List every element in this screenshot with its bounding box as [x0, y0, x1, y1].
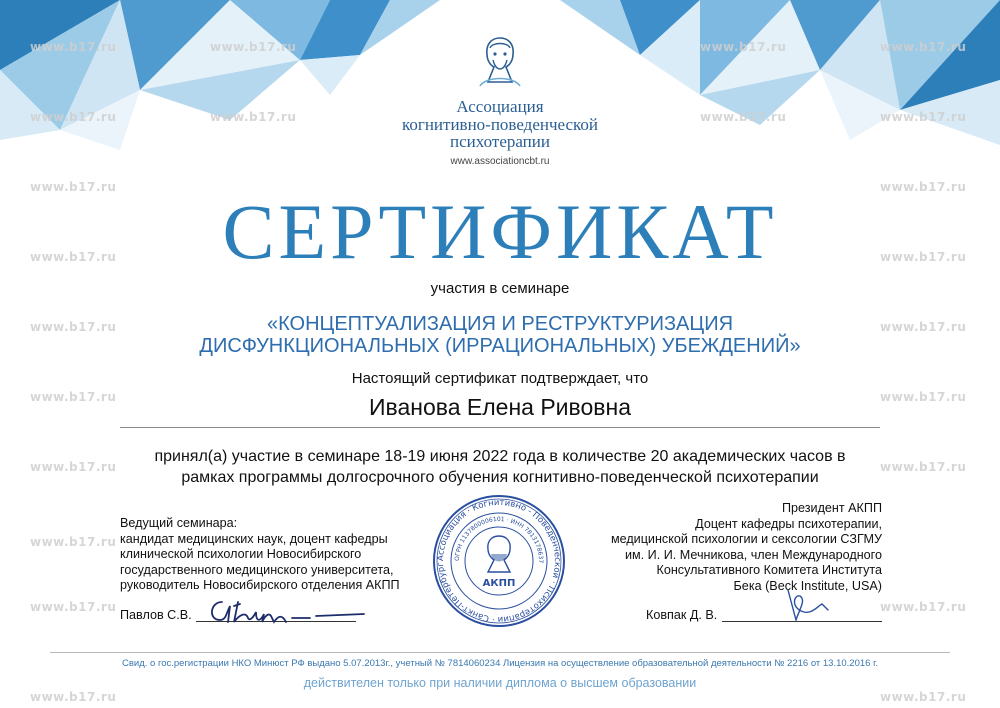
credential-line: кандидат медицинских наук, доцент кафедры — [120, 531, 388, 546]
watermark: www.b17.ru — [30, 390, 117, 404]
left-signatory-credentials — [120, 516, 420, 594]
seminar-title-line1: «КОНЦЕПТУАЛИЗАЦИЯ И РЕСТРУКТУРИЗАЦИЯ — [266, 313, 734, 335]
credential-line: государственного медицинского университета, — [120, 562, 394, 577]
recipient-name: Иванова Елена Ривовна — [368, 394, 631, 420]
participation-text-line1: принял(а) участие в семинаре 18-19 июня 2022 года в количестве 20 академических часов в — [154, 448, 846, 465]
right-signatory-name: Ковпак Д. В. — [646, 608, 718, 622]
watermark: www.b17.ru — [880, 40, 967, 54]
watermark: www.b17.ru — [30, 690, 117, 704]
association-website: www.associationcbt.ru — [450, 156, 550, 167]
watermark: www.b17.ru — [700, 40, 787, 54]
portrait-logo-icon — [470, 32, 530, 88]
recipient-underline — [120, 427, 880, 428]
registration-info: Свид. о гос.регистрации НКО Минюст РФ выдано 5.07.2013г., учетный № 7814060234 Лицензия на осуществление образовательной деятельности № 2216 от 13.10.2016 г. — [121, 658, 879, 669]
watermark: www.b17.ru — [880, 250, 967, 264]
certificate-title: СЕРТИФИКАТ — [222, 188, 778, 275]
watermark: www.b17.ru — [30, 320, 117, 334]
official-seal-stamp — [432, 494, 566, 628]
watermark: www.b17.ru — [880, 600, 967, 614]
seal-center-text: АКПП — [482, 578, 516, 589]
seal-portrait-icon — [488, 536, 510, 572]
watermark: www.b17.ru — [210, 40, 297, 54]
credential-line: Бека (Beck Institute, USA) — [733, 578, 882, 593]
watermark: www.b17.ru — [30, 180, 117, 194]
watermark: www.b17.ru — [880, 460, 967, 474]
watermark: www.b17.ru — [700, 110, 787, 124]
watermark: www.b17.ru — [30, 40, 117, 54]
watermark: www.b17.ru — [210, 110, 297, 124]
watermark: www.b17.ru — [880, 320, 967, 334]
credential-line: Доцент кафедры психотерапии, — [695, 516, 882, 531]
left-handwritten-signature — [200, 592, 370, 632]
footer-divider — [50, 652, 950, 653]
credential-line: медицинской психологии и сексологии СЗГМУ — [610, 532, 882, 546]
seal-outer-text: Ассоциация · Когнитивно - Поведенческой · Психотерапии · Санкт-Петербург — [435, 497, 563, 625]
watermark: www.b17.ru — [880, 690, 967, 704]
watermark: www.b17.ru — [880, 390, 967, 404]
seminar-title-line2: ДИСФУНКЦИОНАЛЬНЫХ (ИРРАЦИОНАЛЬНЫХ) УБЕЖДЕНИЙ» — [199, 335, 801, 357]
participation-text-line2: рамках программы долгосрочного обучения когнитивно-поведенческой психотерапии — [181, 469, 819, 486]
seal-inner-text: ОГРН 1137800006101 · ИНН 7813178637 — [453, 515, 545, 564]
association-name-line1: Ассоциация — [456, 97, 544, 116]
watermark: www.b17.ru — [30, 110, 117, 124]
credential-line: клинической психологии Новосибирского — [120, 547, 362, 561]
watermark: www.b17.ru — [30, 460, 117, 474]
credential-line: Ведущий семинара: — [120, 516, 238, 530]
credential-line: Консультативного Комитета Института — [656, 563, 882, 577]
credential-line: руководитель Новосибирского отделения АКПП — [120, 578, 400, 592]
right-handwritten-signature — [770, 586, 860, 626]
confirmation-text: Настоящий сертификат подтверждает, что — [351, 370, 649, 387]
watermark: www.b17.ru — [30, 535, 117, 549]
credential-line: Президент АКПП — [781, 501, 882, 515]
watermark: www.b17.ru — [30, 250, 117, 264]
left-signatory-name: Павлов С.В. — [120, 608, 192, 622]
certificate-subtitle: участия в семинаре — [430, 280, 570, 297]
association-name-line2: когнитивно-поведенческой — [401, 115, 599, 134]
watermark: www.b17.ru — [880, 110, 967, 124]
association-name-line3: психотерапии — [450, 132, 550, 151]
credential-line: им. И. И. Мечникова, член Международного — [624, 547, 882, 562]
watermark: www.b17.ru — [880, 180, 967, 194]
validity-note: действителен только при наличии диплома о высшем образовании — [303, 676, 697, 690]
right-signatory-credentials — [580, 501, 882, 594]
watermark: www.b17.ru — [30, 600, 117, 614]
